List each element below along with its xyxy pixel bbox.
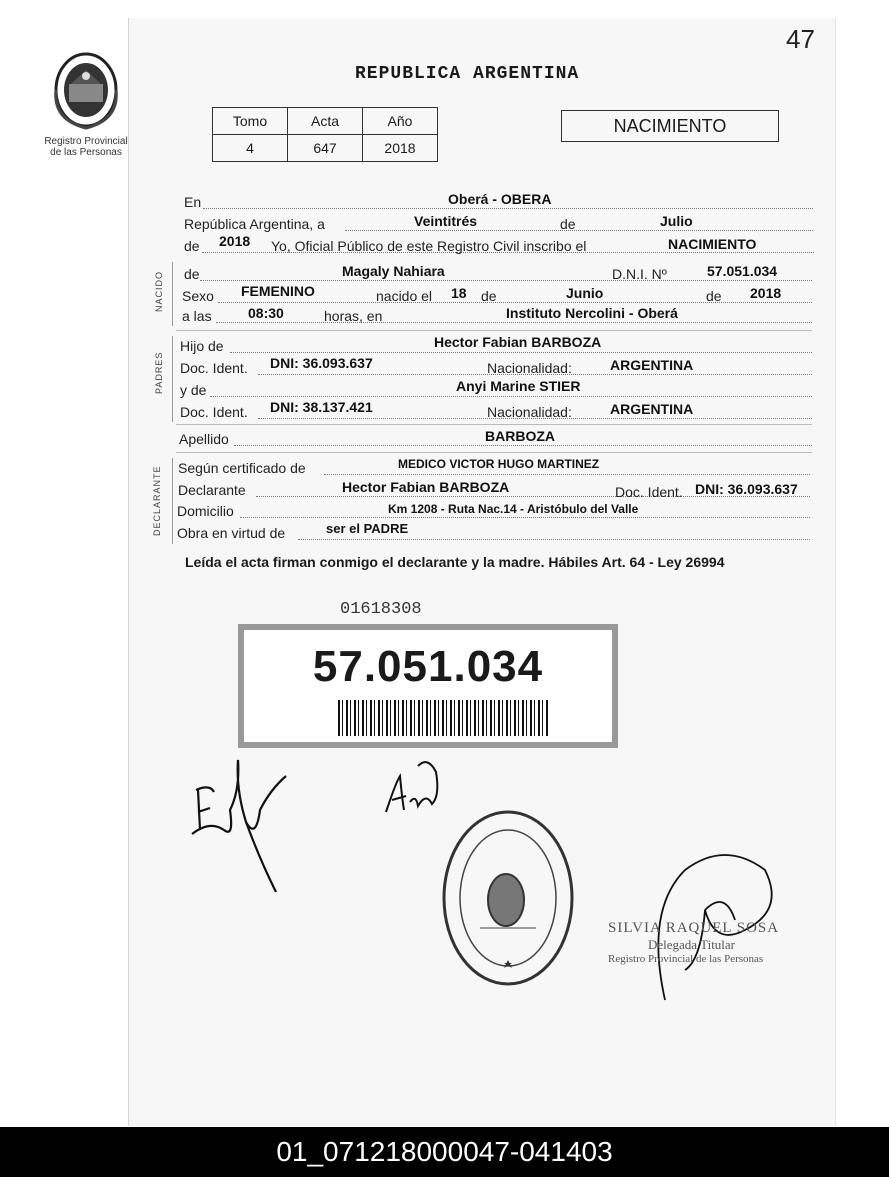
place-value: Oberá - OBERA [448,191,552,207]
y-de-label: y de [180,382,207,398]
coat-of-arms-icon [51,50,121,132]
ref-header-anio: Año [363,108,438,135]
birth-year-value: 2018 [750,285,782,301]
dotted-line [216,322,812,323]
en-label: En [184,194,202,210]
section-divider [172,336,173,422]
dotted-line [203,208,813,209]
month-value: Julio [660,213,693,229]
de-label: de [184,238,200,254]
official-role: Delegada Titular [648,937,736,952]
doc-ident-label: Doc. Ident. [180,404,248,420]
page-number: 47 [786,24,815,54]
ref-header-tomo: Tomo [213,108,288,135]
de-label: de [706,288,722,304]
nacionalidad-label: Nacionalidad: [487,360,572,376]
hijo-de-label: Hijo de [180,338,224,354]
ref-header-acta: Acta [288,108,363,135]
virtue-value: ser el PADRE [326,521,409,536]
de-label: de [481,288,497,304]
closing-statement: Leída el acta firman conmigo el declarante y la madre. Hábiles Art. 64 - Ley 26994 [185,554,725,570]
segun-certificado-label: Según certificado de [178,460,306,476]
official-stamp-text [608,920,779,965]
section-separator [176,424,812,425]
mother-name-value: Anyi Marine STIER [456,378,581,394]
doc-ident-label: Doc. Ident. [615,484,683,500]
record-type-box: NACIMIENTO [561,110,779,142]
declarant-signature-icon [190,750,300,900]
dotted-line [218,302,812,303]
horas-label: horas, en [324,308,383,324]
domicilio-label: Domicilio [177,503,234,519]
obra-label: Obra en virtud de [177,525,286,541]
sexo-label: Sexo [182,288,214,304]
apellido-label: Apellido [179,431,229,447]
section-label-padres: PADRES [154,351,164,394]
section-label-declarante: DECLARANTE [152,465,162,536]
dni-sticker [238,624,618,748]
mother-doc-value: DNI: 38.137.421 [270,399,373,415]
de-label: de [560,216,576,232]
dotted-line [234,445,812,446]
birth-day-value: 18 [451,285,467,301]
document-title: REPUBLICA ARGENTINA [355,64,580,84]
birth-month-value: Junio [566,285,604,301]
section-separator [176,452,812,453]
father-name-value: Hector Fabian BARBOZA [434,334,602,350]
act-value: NACIMIENTO [668,236,757,252]
ref-value-acta: 647 [288,135,363,162]
surname-value: BARBOZA [485,428,555,444]
dotted-line [200,280,812,281]
reference-table [212,107,438,162]
logo-caption-line1: Registro Provincial [44,136,128,147]
year-value: 2018 [219,233,251,249]
birth-hour-value: 08:30 [248,305,284,321]
official-office: Registro Provincial de las Personas [608,953,764,965]
province-logo [40,50,132,158]
dotted-line [240,517,810,518]
birth-place-value: Instituto Nercolini - Oberá [506,305,678,321]
dotted-line [298,539,810,540]
dotted-line [210,396,812,397]
alas-label: a las [182,308,212,324]
ref-value-anio: 2018 [363,135,438,162]
republica-label: República Argentina, a [184,216,325,232]
dni-label: D.N.I. Nº [612,266,667,282]
day-value: Veintitrés [414,213,478,229]
father-nationality-value: ARGENTINA [610,357,694,373]
section-label-nacido: NACIDO [154,270,164,312]
section-divider [172,458,173,544]
doc-ident-label: Doc. Ident. [180,360,248,376]
nacionalidad-label: Nacionalidad: [487,404,572,420]
sex-value: FEMENINO [241,283,315,299]
nacido-el-label: nacido el [376,288,433,304]
dni-sticker-number: 57.051.034 [312,642,544,691]
declarante-label: Declarante [178,482,246,498]
official-name: SILVIA RAQUEL SOSA [608,920,780,936]
section-separator [176,330,812,331]
father-doc-value: DNI: 36.093.637 [270,355,373,371]
ref-value-tomo: 4 [213,135,288,162]
mother-signature-icon [382,752,446,822]
official-seal-icon [440,808,576,988]
dotted-line [345,230,813,231]
serial-number: 01618308 [340,600,422,619]
section-divider [172,262,173,326]
dotted-line [324,474,810,475]
footer-code-bar: 01_071218000047-041403 [0,1127,889,1177]
child-name-value: Magaly Nahiara [342,263,445,279]
certifier-value: MEDICO VICTOR HUGO MARTINEZ [398,457,600,471]
de-label: de [184,266,200,282]
address-value: Km 1208 - Ruta Nac.14 - Aristóbulo del Valle [388,502,639,516]
dotted-line [230,352,812,353]
declarant-name-value: Hector Fabian BARBOZA [342,479,510,495]
barcode-icon [338,700,548,736]
logo-caption-line2: de las Personas [50,147,122,158]
child-dni-value: 57.051.034 [707,263,778,279]
officer-text: Yo, Oficial Público de este Registro Civil inscribo el [271,238,587,254]
mother-nationality-value: ARGENTINA [610,401,694,417]
declarant-doc-value: DNI: 36.093.637 [695,481,798,497]
